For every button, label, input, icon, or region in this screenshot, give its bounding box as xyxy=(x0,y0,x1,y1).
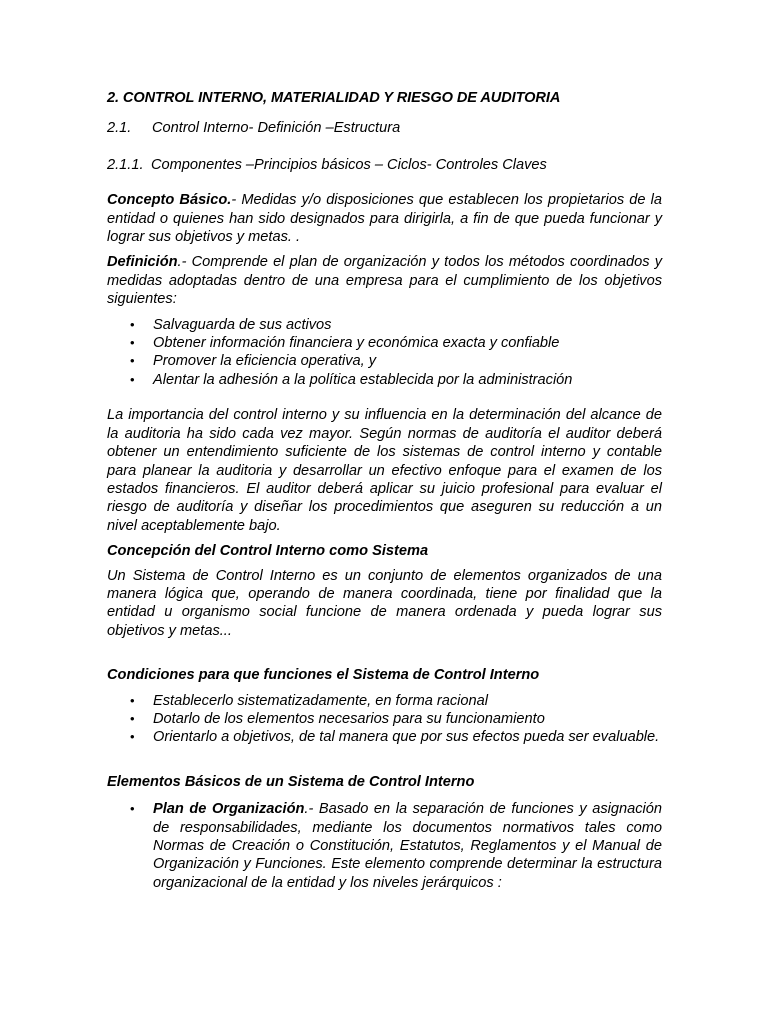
list-item-text: Establecerlo sistematizadamente, en forma racional xyxy=(153,692,489,709)
plan-organizacion-text: .- Basado en la separación de funciones y asignación de responsabilidades, mediante los documentos normativos tales como Normas de Creación o Constitución, Estatutos, Reglamentos y el Manual de Organización y Funciones. Este elemento comprende determinar la estructura organizacional de la entidad y los niveles jerárquicos : xyxy=(153,801,662,891)
condiciones-heading: Condiciones para que funciones el Sistema de Control Interno xyxy=(107,667,540,684)
bullet-icon: • xyxy=(130,371,135,387)
list-item xyxy=(107,692,662,710)
bullet-icon: • xyxy=(130,710,135,726)
condiciones-list xyxy=(107,692,662,747)
concepto-basico-paragraph xyxy=(107,191,662,246)
elementos-list xyxy=(107,800,662,892)
importance-paragraph: La importancia del control interno y su influencia en la determinación del alcance de la auditoria ha sido cada vez mayor. Según normas de auditoría el auditor deberá obtener un entendimiento suficiente de los sistemas de control interno y contable para planear la auditoria y desarrollar un efectivo enfoque para el examen de los estados financieros. El auditor deberá aplicar su juicio profesional para evaluar el riesgo de auditoría y diseñar los procedimientos que aseguren su reducción a un nivel aceptablemente bajo. xyxy=(107,407,662,534)
list-item xyxy=(107,710,662,728)
list-item xyxy=(107,800,662,892)
list-item-text: Obtener información financiera y económica exacta y confiable xyxy=(153,335,560,352)
list-item-text: Promover la eficiencia operativa, y xyxy=(153,353,377,370)
list-item xyxy=(107,371,662,389)
sistema-paragraph: Un Sistema de Control Interno es un conjunto de elementos organizados de una manera lógica que, operando de manera coordinada, tiene por finalidad que la entidad u organismo social funcione de manera ordenada y pueda lograr sus objetivos y metas... xyxy=(107,567,662,639)
list-item-text: Orientarlo a objetivos, de tal manera que por sus efectos pueda ser evaluable. xyxy=(153,729,660,746)
bullet-icon: • xyxy=(130,316,135,332)
concepto-basico-text: - Medidas y/o disposiciones que establecen los propietarios de la entidad o quienes han sido designados para dirigirla, a fin de que pueda funcionar y lograr sus objetivos y metas. . xyxy=(107,192,662,246)
bullet-icon: • xyxy=(130,729,135,745)
bullet-icon: • xyxy=(130,353,135,369)
sistema-heading: Concepción del Control Interno como Sistema xyxy=(107,543,429,560)
subsection-number: 2.1. xyxy=(107,120,132,137)
list-item xyxy=(107,334,662,352)
definicion-paragraph xyxy=(107,253,662,308)
subsection-2-1-1 xyxy=(107,156,662,174)
subsection-text: Componentes –Principios básicos – Ciclos- Controles Claves xyxy=(151,156,547,173)
concepto-basico-label: Concepto Básico. xyxy=(107,192,232,209)
list-item xyxy=(107,728,662,746)
section-title: 2. CONTROL INTERNO, MATERIALIDAD Y RIESGO DE AUDITORIA xyxy=(107,90,561,106)
list-item-text: Salvaguarda de sus activos xyxy=(153,316,332,333)
bullet-icon: • xyxy=(130,692,135,708)
objectives-list xyxy=(107,316,662,390)
subsection-2-1 xyxy=(107,119,662,137)
subsection-text: Control Interno- Definición –Estructura xyxy=(152,120,401,137)
elementos-heading: Elementos Básicos de un Sistema de Control Interno xyxy=(107,773,475,790)
list-item-text: Dotarlo de los elementos necesarios para su funcionamiento xyxy=(153,710,545,727)
list-item xyxy=(107,316,662,334)
definicion-text: .- Comprende el plan de organización y todos los métodos coordinados y medidas adoptadas dentro de una empresa para el cumplimiento de los objetivos siguientes: xyxy=(107,254,662,308)
bullet-icon: • xyxy=(130,801,135,817)
bullet-icon: • xyxy=(130,335,135,351)
list-item xyxy=(107,352,662,370)
list-item-text: Alentar la adhesión a la política establecida por la administración xyxy=(153,371,573,388)
plan-organizacion-label: Plan de Organización xyxy=(153,801,305,818)
subsection-number: 2.1.1. xyxy=(107,156,144,173)
definicion-label: Definición xyxy=(107,254,178,271)
